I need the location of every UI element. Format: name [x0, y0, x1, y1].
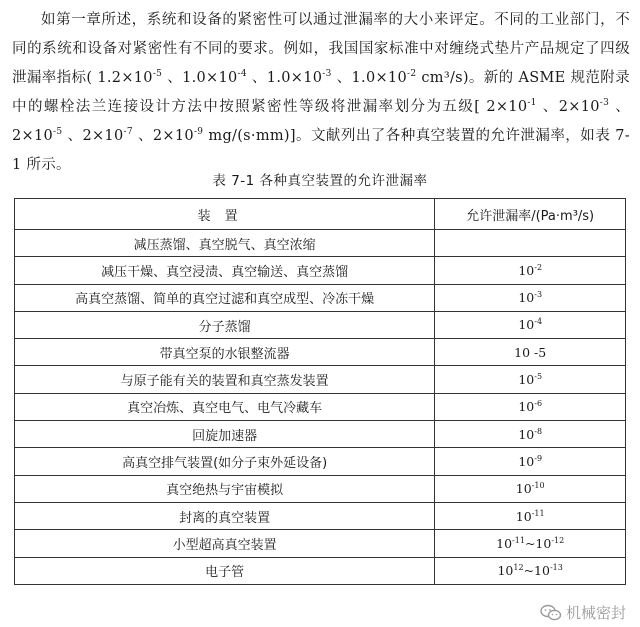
table-row [15, 530, 626, 557]
paragraph-text-1: 如第一章所述，系统和设备的紧密性可以通过泄漏率的大小来评定。不同的工业部门，不同的系统和设备对紧密性有不同的要求。例如，我国国家标准中对缠绕式垫片产品规定了四级泄漏率指标( [12, 12, 630, 86]
table-body [15, 230, 626, 585]
table-row [15, 284, 626, 311]
device-cell: 真空绝热与宇宙模拟 [15, 475, 435, 502]
device-cell: 高真空蒸馏、简单的真空过滤和真空成型、冷冻干燥 [15, 284, 435, 311]
rate-cell: $10^{12}\sim 10^{-13}$ [435, 557, 626, 584]
device-cell: 真空冶炼、真空电气、电气冷藏车 [15, 393, 435, 420]
rate-cell: $10^{-9}$ [435, 448, 626, 475]
wechat-icon [540, 604, 562, 622]
table-row [15, 339, 626, 366]
rate-cell: 10 -5 [435, 339, 626, 366]
table-row [15, 311, 626, 338]
leak-rate-table [14, 198, 626, 585]
device-cell: 分子蒸馏 [15, 311, 435, 338]
rate-cell: $10^{-10}$ [435, 475, 626, 502]
device-cell: 减压干燥、真空浸渍、真空输送、真空蒸馏 [15, 257, 435, 284]
rate-cell: $10^{-11}\sim 10^{-12}$ [435, 530, 626, 557]
table-row [15, 393, 626, 420]
rate-cell: $10^{-8}$ [435, 421, 626, 448]
table-row [15, 448, 626, 475]
paragraph-text-2: cm³/s)。新的 ASME 规范附录中的螺栓法兰连接设计方法中按照紧密性等级将泄漏率划分为五级[ [12, 70, 630, 115]
watermark [540, 602, 626, 623]
table-row [15, 557, 626, 584]
device-cell: 带真空泵的水银整流器 [15, 339, 435, 366]
leak-levels-asme: $2\times 10^{-1}$ 、$2\times 10^{-3}$ 、$2\times 10^{-5}$ 、$2\times 10^{-7}$ 、$2\times 10^{-9}$ [12, 98, 630, 144]
device-cell: 与原子能有关的装置和真空蒸发装置 [15, 366, 435, 393]
rate-cell: $10^{-3}$ [435, 284, 626, 311]
header-rate: 允许泄漏率/(Pa·m³/s) [435, 199, 626, 230]
rate-cell [435, 230, 626, 257]
table-row [15, 475, 626, 502]
device-cell: 封离的真空装置 [15, 502, 435, 529]
rate-cell: $10^{-5}$ [435, 366, 626, 393]
leak-levels-gb: $1.2\times 10^{-5}$ 、$1.0\times 10^{-4}$ 、$1.0\times 10^{-3}$ 、$1.0\times 10^{-2}$ [97, 69, 417, 86]
table-row [15, 257, 626, 284]
table-row [15, 502, 626, 529]
rate-cell: $10^{-11}$ [435, 502, 626, 529]
rate-cell: $10^{-6}$ [435, 393, 626, 420]
rate-cell: $10^{-2}$ [435, 257, 626, 284]
device-cell: 电子管 [15, 557, 435, 584]
intro-paragraph [12, 6, 630, 180]
table-row [15, 230, 626, 257]
watermark-text: 机械密封 [565, 604, 626, 622]
device-cell: 回旋加速器 [15, 421, 435, 448]
table-header-row [15, 199, 626, 230]
table-row [15, 366, 626, 393]
header-device: 装置 [15, 199, 435, 230]
rate-cell: $10^{-4}$ [435, 311, 626, 338]
table-caption: 表 7-1 各种真空装置的允许泄漏率 [212, 173, 428, 189]
paragraph-text-3: mg/(s·mm)]。文献列出了各种真空装置的允许泄漏率，如表 7-1 所示。 [12, 128, 630, 173]
device-cell: 小型超高真空装置 [15, 530, 435, 557]
device-cell: 减压蒸馏、真空脱气、真空浓缩 [15, 230, 435, 257]
table-row [15, 421, 626, 448]
device-cell: 高真空排气装置(如分子束外延设备) [15, 448, 435, 475]
